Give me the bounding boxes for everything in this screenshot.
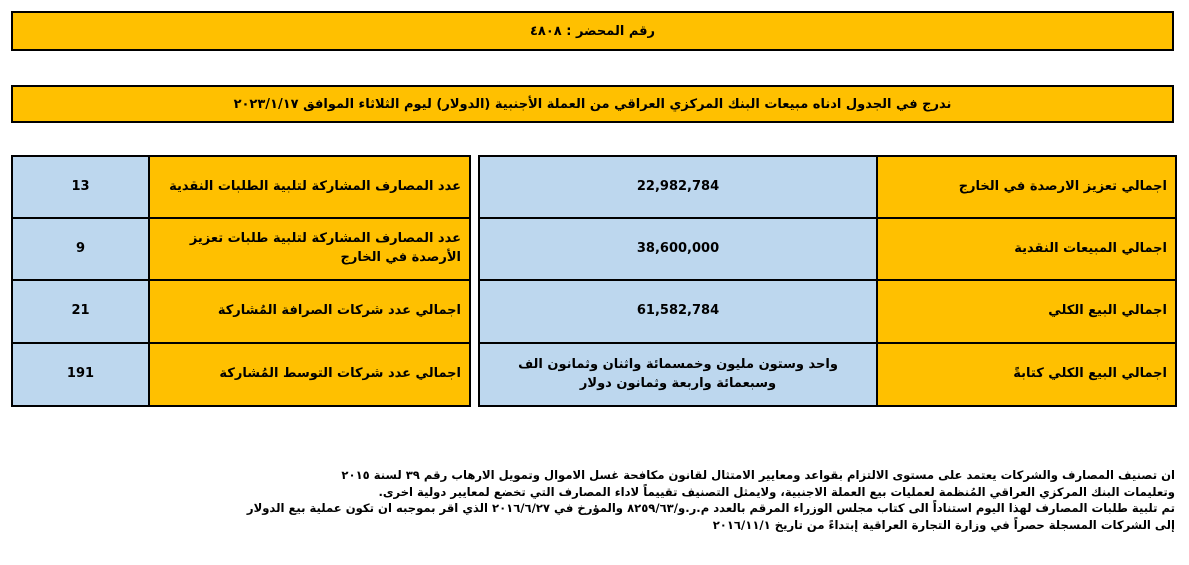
exchange-companies-label: اجمالي عدد شركات الصرافة المُشاركة <box>149 280 470 343</box>
cash-sales-total: 38,600,000 <box>479 218 877 280</box>
minutes-number-text: رقم المحضر : ٤٨٠٨ <box>529 23 656 39</box>
balance-transfers-total: 22,982,784 <box>479 156 877 218</box>
table-row <box>479 280 1176 343</box>
balance-transfers-label: اجمالي تعزيز الارصدة في الخارج <box>877 156 1176 218</box>
sales-description-banner <box>11 85 1174 123</box>
table-row <box>12 343 470 406</box>
table-row <box>479 156 1176 218</box>
table-row <box>12 218 470 280</box>
participants-table <box>11 155 471 407</box>
note-line: إلى الشركات المسجلة حصراً في وزارة التجارة العراقية إبتداءً من تاريخ ٢٠١٦/١١/١ <box>712 517 1175 532</box>
cash-sales-label: اجمالي المبيعات النقدية <box>877 218 1176 280</box>
grand-total-label: اجمالي البيع الكلي <box>877 280 1176 343</box>
table-row <box>479 343 1176 406</box>
cash-banks-count: 13 <box>12 156 149 218</box>
brokerage-companies-label: اجمالي عدد شركات التوسط المُشاركة <box>149 343 470 406</box>
transfer-banks-label: عدد المصارف المشاركة لتلبية طلبات تعزيز الأرصدة في الخارج <box>149 218 470 280</box>
table-row <box>12 156 470 218</box>
cash-banks-label: عدد المصارف المشاركة لتلبية الطلبات النقدية <box>149 156 470 218</box>
sales-totals-table <box>478 155 1177 407</box>
table-row <box>479 218 1176 280</box>
transfer-banks-count: 9 <box>12 218 149 280</box>
grand-total-in-words: واحد وستون مليون وخمسمائة واثنان وثمانون الف وسبعمائة واربعة وثمانون دولار <box>479 343 877 406</box>
brokerage-companies-count: 191 <box>12 343 149 406</box>
sales-description-text: ندرج في الجدول ادناه مبيعات البنك المركزي العراقي من العملة الأجنبية (الدولار) ليوم الثلاثاء الموافق ٢٠٢٣/١/١٧ <box>233 96 952 112</box>
table-row <box>12 280 470 343</box>
grand-total-in-words-label: اجمالي البيع الكلي كتابةً <box>877 343 1176 406</box>
note-line: تم تلبية طلبات المصارف لهذا اليوم استناداً الى كتاب مجلس الوزراء المرقم بالعدد م.ر.و/٨٢٥٩/٦٣ والمؤرخ في ٢٠١٦/٦/٢٧ الذي اقر بموجبه ان تكون عملية بيع الدولار <box>246 501 1175 515</box>
notes-section <box>11 467 1175 533</box>
minutes-number-banner <box>11 11 1174 51</box>
note-line: وتعليمات البنك المركزي العراقي المُنظمة لعمليات بيع العملة الاجنبية، ولايمثل التصنيف تقييماً لاداء المصارف التي تخضع لمعايير دولية اخرى. <box>378 484 1175 499</box>
exchange-companies-count: 21 <box>12 280 149 343</box>
grand-total: 61,582,784 <box>479 280 877 343</box>
note-line: ان تصنيف المصارف والشركات يعتمد على مستوى الالتزام بقواعد ومعايير الامتثال لقانون مكافحة غسل الاموال وتمويل الارهاب رقم ٣٩ لسنة ٢٠١٥ <box>341 468 1175 482</box>
